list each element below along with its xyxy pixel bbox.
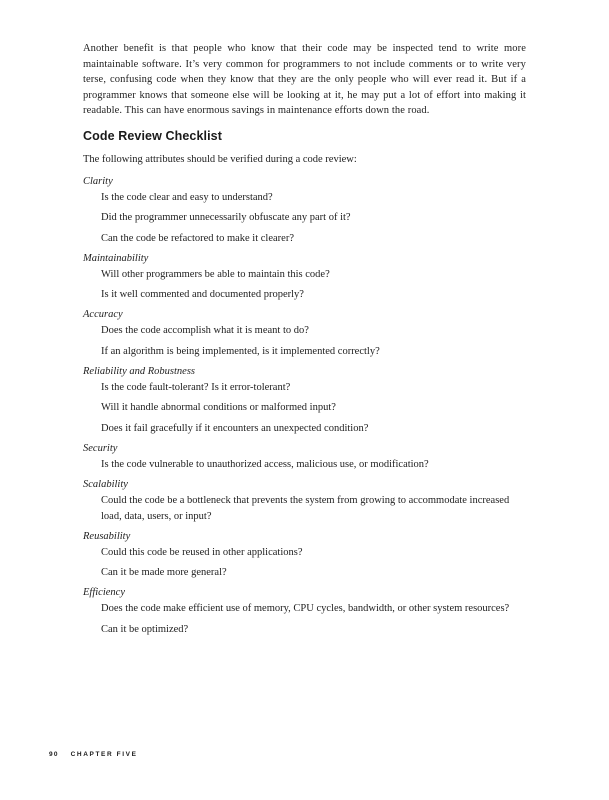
question: Could the code be a bottleneck that prevents the system from growing to accommodate increased load, data, users, or input?: [101, 494, 510, 522]
question: Does the code make efficient use of memory, CPU cycles, bandwidth, or other system resources?: [101, 603, 510, 614]
question: Is the code fault-tolerant? Is it error-tolerant?: [101, 381, 291, 393]
question: Does the code accomplish what it is meant to do?: [101, 325, 309, 336]
section-title: Reliability and Robustness: [83, 365, 195, 377]
section-title: Maintainability: [83, 252, 149, 264]
section-heading: Code Review Checklist: [83, 128, 222, 143]
checklist-section: [83, 477, 526, 525]
checklist-section: [83, 529, 526, 582]
question: Is the code vulnerable to unauthorized access, malicious use, or modification?: [101, 458, 429, 470]
body-paragraph: Another benefit is that people who know that their code may be inspected tend to write more maintainable software. It’s very common for programmers to not include comments or to write very terse, confusing code when they know that they are the only people who will ever read it. But if a programmer knows that someone else will be looking at it, he may put a lot of effort into making it readable. This can have enormous savings in maintenance efforts down the road.: [83, 43, 526, 116]
section-questions: [83, 323, 526, 360]
question: Does it fail gracefully if it encounters an unexpected condition?: [101, 422, 369, 434]
question: Is the code clear and easy to understand?: [101, 191, 273, 203]
checklist-section: [83, 585, 526, 638]
checklist-section: [83, 174, 526, 247]
section-title: Security: [83, 442, 118, 454]
question: Will other programmers be able to maintain this code?: [101, 268, 330, 280]
question: Can the code be refactored to make it clearer?: [101, 232, 294, 244]
checklist-intro: The following attributes should be verified during a code review:: [83, 153, 357, 165]
checklist-section: [83, 441, 526, 473]
page-content: [83, 41, 526, 638]
question: Could this code be reused in other applications?: [101, 546, 303, 558]
section-questions: [83, 190, 526, 247]
section-questions: [83, 457, 526, 473]
section-questions: [83, 267, 526, 304]
section-title: Scalability: [83, 478, 128, 490]
checklist-section: [83, 251, 526, 304]
page-number: 90: [49, 751, 59, 758]
checklist-section: [83, 364, 526, 437]
section-title: Reusability: [83, 530, 131, 542]
section-questions: [83, 380, 526, 437]
question: Will it handle abnormal conditions or malformed input?: [101, 402, 336, 413]
section-questions: [83, 601, 526, 638]
checklist-sections: [83, 174, 526, 638]
checklist-section: [83, 307, 526, 360]
section-questions: [83, 493, 526, 525]
page-footer: [49, 751, 138, 758]
question: Did the programmer unnecessarily obfuscate any part of it?: [101, 212, 351, 223]
section-questions: [83, 545, 526, 582]
question: If an algorithm is being implemented, is it implemented correctly?: [101, 345, 380, 357]
question: Is it well commented and documented properly?: [101, 289, 304, 300]
section-title: Efficiency: [83, 587, 125, 598]
question: Can it be optimized?: [101, 623, 189, 635]
section-title: Accuracy: [83, 309, 123, 320]
question: Can it be made more general?: [101, 567, 227, 578]
chapter-label: CHAPTER FIVE: [70, 751, 138, 758]
section-title: Clarity: [83, 175, 113, 187]
